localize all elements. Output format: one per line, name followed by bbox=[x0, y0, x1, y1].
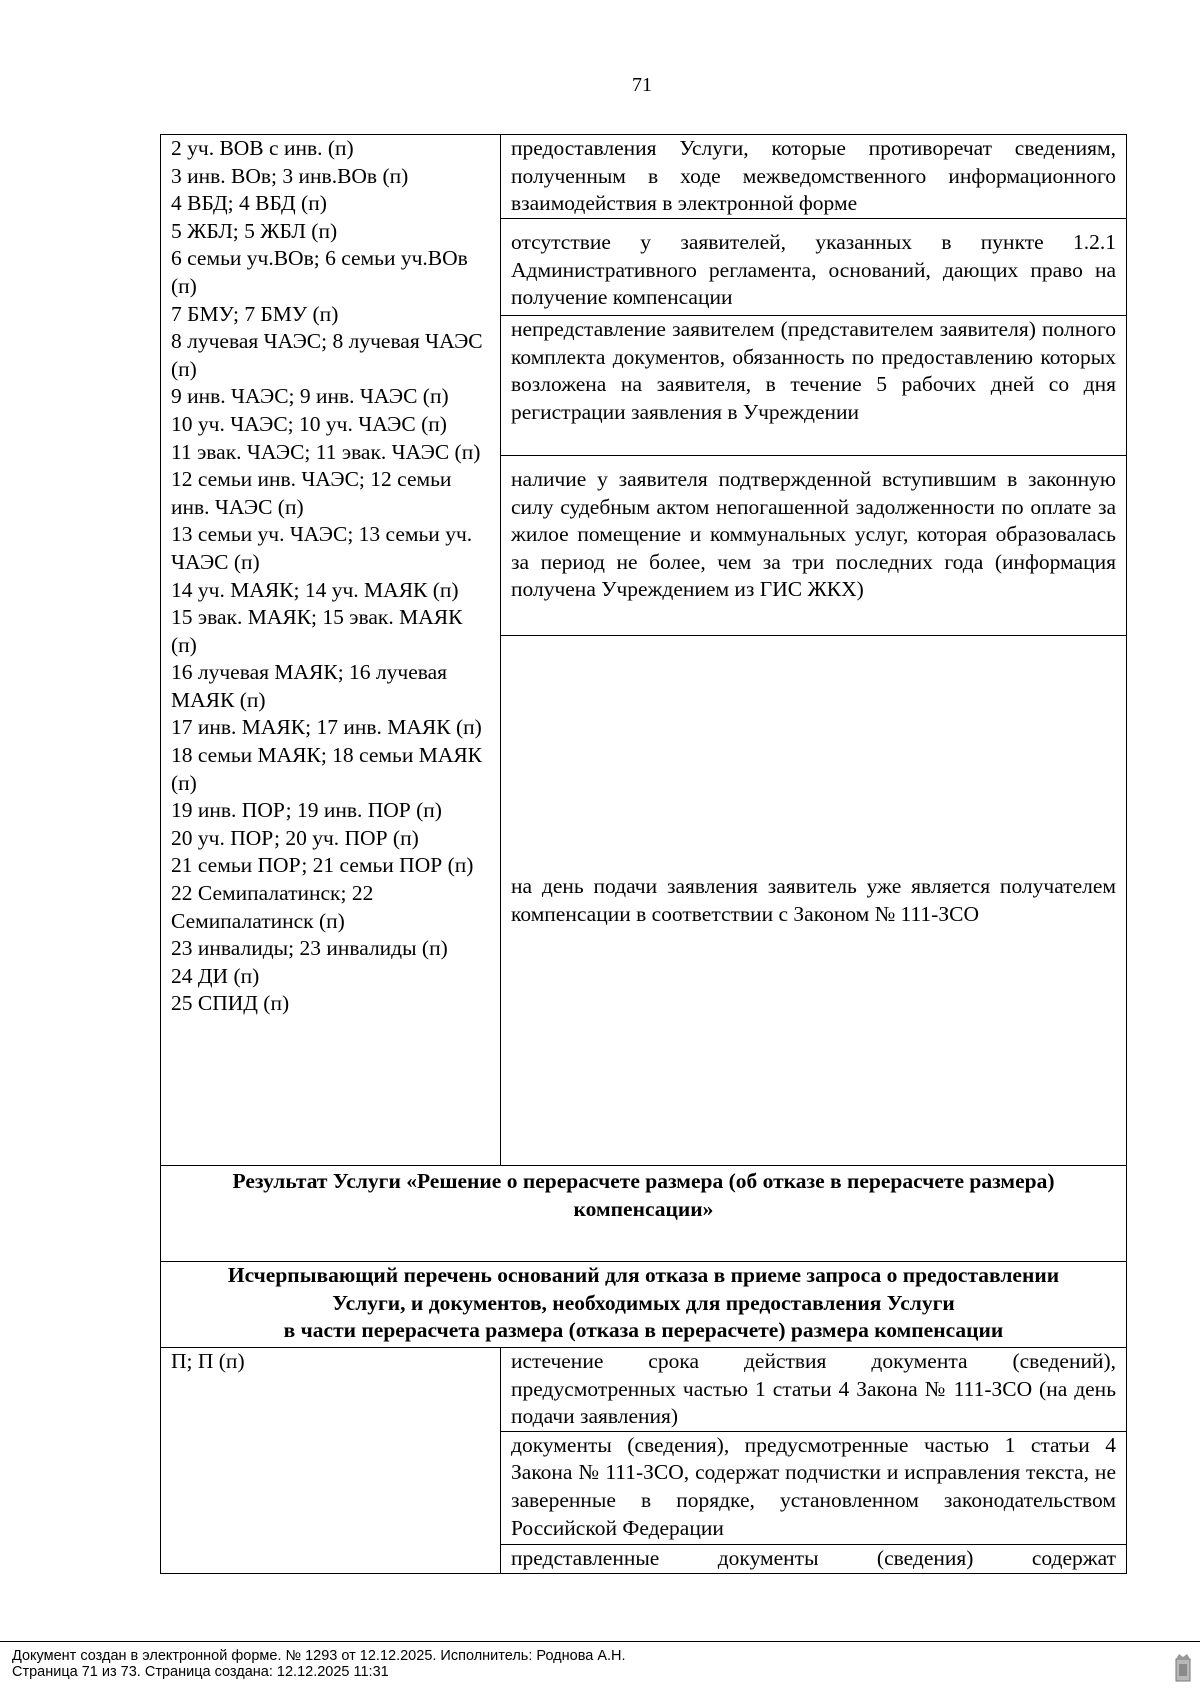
page-number: 71 bbox=[632, 74, 652, 96]
category-item: 9 инв. ЧАЭС; 9 инв. ЧАЭС (п) bbox=[171, 384, 449, 409]
refusal-ground-5: на день подачи заявления заявитель уже является получателем компенсации в соответствии с Законом № 111-ЗСО bbox=[501, 636, 1127, 1166]
category-item: 10 уч. ЧАЭС; 10 уч. ЧАЭС (п) bbox=[171, 411, 447, 436]
result-section-heading: Результат Услуги «Решение о перерасчете размера (об отказе в перерасчете размера) компенсации» bbox=[161, 1166, 1127, 1262]
category-item: 20 уч. ПОР; 20 уч. ПОР (п) bbox=[171, 825, 419, 850]
category-item: 2 уч. ВОВ с инв. (п) bbox=[171, 136, 354, 160]
footer bbox=[12, 1648, 626, 1680]
recalc-category-cell: П; П (п) bbox=[161, 1348, 501, 1574]
category-list-cell bbox=[161, 135, 501, 1166]
category-item: 25 СПИД (п) bbox=[171, 991, 290, 1016]
category-item: 5 ЖБЛ; 5 ЖБЛ (п) bbox=[171, 218, 338, 243]
category-item: 16 лучевая МАЯК; 16 лучевая МАЯК (п) bbox=[171, 660, 448, 712]
category-item: 18 семьи МАЯК; 18 семьи МАЯК (п) bbox=[171, 743, 483, 795]
refusal-ground-4: наличие у заявителя подтвержденной вступившим в законную силу судебным актом непогашенной задолженности по оплате за жилое помещение и коммунальных услуг, которая образовалась за период не более, чем за три последних года (информация получена Учреждением из ГИС ЖКХ) bbox=[501, 456, 1127, 636]
category-item: 23 инвалиды; 23 инвалиды (п) bbox=[171, 936, 448, 961]
document-table bbox=[160, 134, 1127, 1574]
category-item: 13 семьи уч. ЧАЭС; 13 семьи уч. ЧАЭС (п) bbox=[171, 522, 473, 574]
category-item: 6 семьи уч.ВОв; 6 семьи уч.ВОв (п) bbox=[171, 246, 468, 298]
category-item: 12 семьи инв. ЧАЭС; 12 семьи инв. ЧАЭС (п) bbox=[171, 467, 452, 519]
refusal-ground-2: отсутствие у заявителей, указанных в пункте 1.2.1 Административного регламента, оснований, дающих право на получение компенсации bbox=[501, 219, 1127, 316]
category-item: 8 лучевая ЧАЭС; 8 лучевая ЧАЭС (п) bbox=[171, 329, 483, 381]
recalc-ground-2: документы (сведения), предусмотренные частью 1 статьи 4 Закона № 111-ЗСО, содержат подчистки и исправления текста, не заверенные в порядке, установленном законодательством Российской Федерации bbox=[501, 1431, 1127, 1544]
grounds-section-heading bbox=[161, 1262, 1127, 1348]
category-item: 3 инв. ВОв; 3 инв.ВОв (п) bbox=[171, 163, 409, 188]
category-item: 7 БМУ; 7 БМУ (п) bbox=[171, 301, 339, 326]
category-item: 19 инв. ПОР; 19 инв. ПОР (п) bbox=[171, 798, 442, 823]
category-item: 11 эвак. ЧАЭС; 11 эвак. ЧАЭС (п) bbox=[171, 439, 481, 464]
footer-line-1: Документ создан в электронной форме. № 1293 от 12.12.2025. Исполнитель: Роднова А.Н. bbox=[12, 1648, 626, 1664]
category-item: 14 уч. МАЯК; 14 уч. МАЯК (п) bbox=[171, 577, 459, 602]
footer-line-2: Страница 71 из 73. Страница создана: 12.12.2025 11:31 bbox=[12, 1664, 389, 1680]
category-item: 15 эвак. МАЯК; 15 эвак. МАЯК (п) bbox=[171, 605, 463, 657]
category-item: 17 инв. МАЯК; 17 инв. МАЯК (п) bbox=[171, 715, 482, 740]
refusal-ground-3: непредставление заявителем (представителем заявителя) полного комплекта документов, обязанность по предоставлению которых возложена на заявителя, в течение 5 рабочих дней со дня регистрации заявления в Учреждении bbox=[501, 316, 1127, 456]
coat-of-arms-icon bbox=[1172, 1653, 1194, 1683]
category-item: 4 ВБД; 4 ВБД (п) bbox=[171, 191, 327, 216]
grounds-heading-line-1: Исчерпывающий перечень оснований для отказа в приеме запроса о предоставлении bbox=[227, 1263, 1060, 1287]
grounds-heading-line-2: Услуги, и документов, необходимых для предоставления Услуги bbox=[332, 1290, 955, 1315]
category-item: 22 Семипалатинск; 22 Семипалатинск (п) bbox=[171, 881, 374, 933]
category-item: 24 ДИ (п) bbox=[171, 963, 260, 988]
refusal-ground-1: предоставления Услуги, которые противоречат сведениям, полученным в ходе межведомственного информационного взаимодействия в электронной форме bbox=[501, 135, 1127, 219]
grounds-heading-line-3: в части перерасчета размера (отказа в перерасчете) размера компенсации bbox=[283, 1318, 1004, 1343]
category-list bbox=[171, 135, 490, 1018]
category-item: 21 семьи ПОР; 21 семьи ПОР (п) bbox=[171, 853, 474, 878]
footer-divider bbox=[0, 1641, 1200, 1642]
recalc-ground-1: истечение срока действия документа (сведений), предусмотренных частью 1 статьи 4 Закона № 111-ЗСО (на день подачи заявления) bbox=[501, 1348, 1127, 1432]
recalc-ground-3: представленные документы (сведения) содержат bbox=[501, 1544, 1127, 1573]
